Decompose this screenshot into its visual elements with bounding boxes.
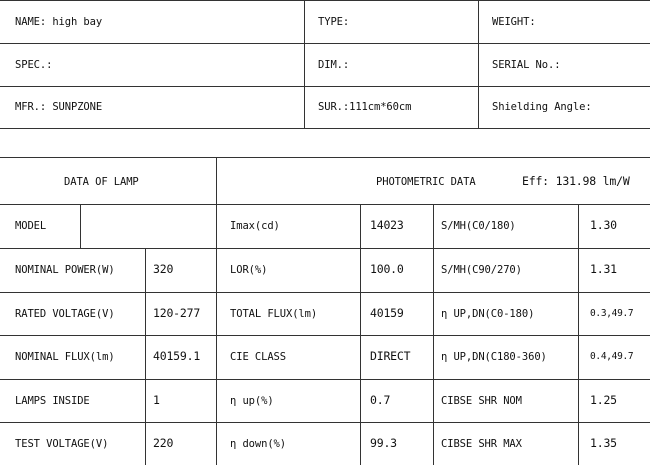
header-line-1	[0, 43, 650, 44]
data-line-3	[0, 292, 650, 293]
lamp-row-value: 40159.1	[153, 349, 201, 363]
mfr-field: MFR.: SUNPZONE	[15, 101, 103, 113]
photo-row-value: 99.3	[370, 436, 397, 450]
photo-row-label2: η UP,DN(C0-180)	[441, 308, 535, 320]
lamp-row-label: NOMINAL POWER(W)	[15, 264, 115, 276]
header-divider-2	[478, 0, 479, 128]
data-divider-photo-2	[433, 204, 434, 465]
photo-row-label2: η UP,DN(C180-360)	[441, 351, 547, 363]
lamp-row-label: NOMINAL FLUX(lm)	[15, 351, 115, 363]
name-field: NAME: high bay	[15, 16, 103, 28]
photo-row-value: 100.0	[370, 262, 404, 276]
header-line-bottom	[0, 128, 650, 129]
photo-row-value2: 0.4,49.7	[590, 351, 634, 362]
data-line-6	[0, 422, 650, 423]
data-line-top	[0, 157, 650, 158]
lamp-row-label: MODEL	[15, 220, 47, 232]
photo-row-label: η up(%)	[230, 395, 274, 407]
type-field: TYPE:	[318, 16, 350, 28]
shielding-angle-field: Shielding Angle:	[492, 101, 592, 113]
weight-field: WEIGHT:	[492, 16, 536, 28]
data-divider-lamp-values	[145, 248, 146, 465]
data-line-2	[0, 248, 650, 249]
photo-row-value2: 1.31	[590, 262, 617, 276]
lamp-row-label: TEST VOLTAGE(V)	[15, 438, 109, 450]
photo-row-value: 0.7	[370, 393, 391, 407]
photo-row-label2: S/MH(C0/180)	[441, 220, 516, 232]
header-line-top	[0, 0, 650, 1]
header-divider-1	[304, 0, 305, 128]
lamp-row-value: 220	[153, 436, 174, 450]
data-divider-lamp-photo	[216, 157, 217, 465]
photo-row-label2: S/MH(C90/270)	[441, 264, 522, 276]
photo-row-label: Imax(cd)	[230, 220, 280, 232]
lamp-row-value: 1	[153, 393, 160, 407]
spec-field: SPEC.:	[15, 59, 53, 71]
photo-row-value: 40159	[370, 306, 404, 320]
lamp-section-title: DATA OF LAMP	[64, 176, 139, 188]
photo-row-label: CIE CLASS	[230, 351, 286, 363]
photo-row-value2: 1.25	[590, 393, 617, 407]
photo-row-value2: 1.35	[590, 436, 617, 450]
data-divider-photo-1	[360, 204, 361, 465]
efficacy-value: Eff: 131.98 lm/W	[522, 174, 630, 188]
photo-row-label2: CIBSE SHR MAX	[441, 438, 522, 450]
data-divider-photo-3	[578, 204, 579, 465]
data-divider-lamp-model	[80, 204, 81, 248]
sur-field: SUR.:111cm*60cm	[318, 101, 412, 113]
photo-row-label: TOTAL FLUX(lm)	[230, 308, 318, 320]
lamp-row-label: LAMPS INSIDE	[15, 395, 90, 407]
data-line-4	[0, 335, 650, 336]
photometric-section-title: PHOTOMETRIC DATA	[376, 176, 476, 188]
photo-row-value2: 1.30	[590, 218, 617, 232]
lamp-row-value: 320	[153, 262, 174, 276]
lamp-row-value: 120-277	[153, 306, 201, 320]
lamp-row-label: RATED VOLTAGE(V)	[15, 308, 115, 320]
data-line-1	[0, 204, 650, 205]
photo-row-label: η down(%)	[230, 438, 286, 450]
photo-row-label: LOR(%)	[230, 264, 268, 276]
data-line-5	[0, 379, 650, 380]
serial-field: SERIAL No.:	[492, 59, 561, 71]
photo-row-value: 14023	[370, 218, 404, 232]
photo-row-label2: CIBSE SHR NOM	[441, 395, 522, 407]
dim-field: DIM.:	[318, 59, 350, 71]
header-line-2	[0, 86, 650, 87]
photo-row-value: DIRECT	[370, 349, 411, 363]
photo-row-value2: 0.3,49.7	[590, 308, 634, 319]
